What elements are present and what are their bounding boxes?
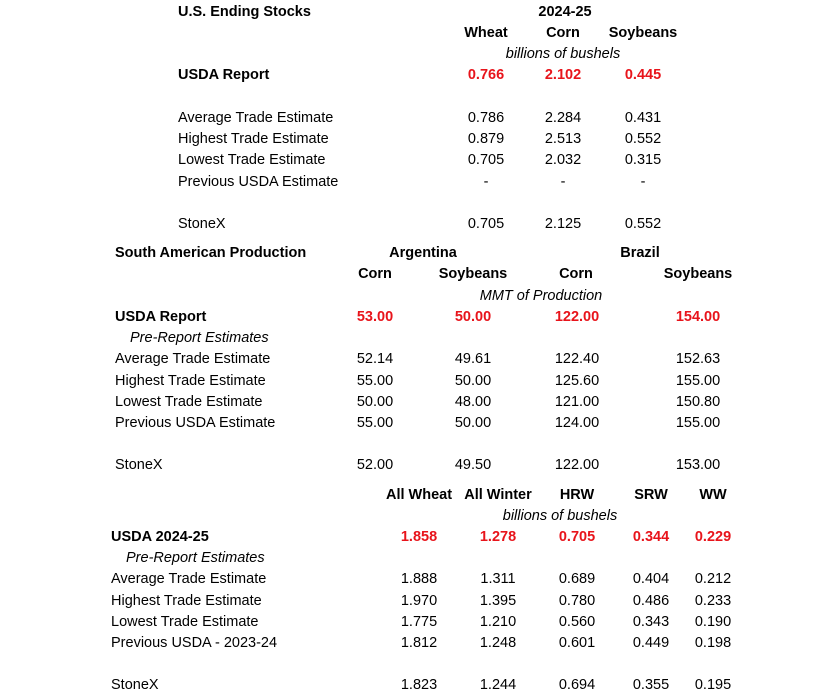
sa-cell: 152.63 [675,351,721,367]
wheat-stonex-value: 0.355 [632,677,670,693]
stocks-stonex-corn: 2.125 [544,216,582,232]
sa-cell: 50.00 [454,373,492,389]
wheat-stonex-value: 0.195 [694,677,732,693]
wheat-col-ww: WW [699,487,727,503]
sa-group-argentina: Argentina [389,245,457,261]
stocks-cell: 0.705 [467,152,505,168]
stocks-stonex-soybeans: 0.552 [624,216,662,232]
wheat-cell: 0.486 [632,593,670,609]
wheat-usda-value: 1.858 [400,529,438,545]
wheat-cell: 1.888 [400,571,438,587]
stocks-row-label: Previous USDA Estimate [178,174,339,190]
stocks-cell: 0.431 [624,110,662,126]
stocks-cell: 0.315 [624,152,662,168]
stocks-cell: 0.786 [467,110,505,126]
wheat-cell: 0.449 [632,635,670,651]
stocks-title: U.S. Ending Stocks [178,4,311,20]
wheat-row-label: Lowest Trade Estimate [111,614,259,630]
sa-col-arg-corn: Corn [358,266,392,282]
sa-usda-value: 53.00 [356,309,394,325]
stocks-usda-label: USDA Report [178,67,270,83]
sa-cell: 125.60 [554,373,600,389]
wheat-stonex-label: StoneX [111,677,159,693]
wheat-cell: 1.248 [479,635,517,651]
stocks-cell: - [640,174,646,190]
stocks-cell: 2.513 [544,131,582,147]
wheat-cell: 0.198 [694,635,732,651]
wheat-col-hrw: HRW [559,487,595,503]
wheat-cell: 1.395 [479,593,517,609]
wheat-row-label: Previous USDA - 2023-24 [111,635,278,651]
wheat-cell: 1.311 [480,571,516,587]
sa-stonex-value: 49.50 [454,457,492,473]
wheat-units: billions of bushels [502,508,618,524]
sa-pre-report-label: Pre-Report Estimates [130,330,269,346]
wheat-cell: 0.560 [558,614,596,630]
sa-stonex-value: 52.00 [356,457,394,473]
wheat-stonex-value: 1.244 [479,677,517,693]
sa-cell: 122.40 [554,351,600,367]
sa-cell: 52.14 [356,351,394,367]
stocks-cell: 0.552 [624,131,662,147]
wheat-pre-report-label: Pre-Report Estimates [126,550,265,566]
stocks-usda-corn: 2.102 [544,67,582,83]
sa-group-brazil: Brazil [620,245,660,261]
wheat-usda-value: 1.278 [479,529,517,545]
sa-usda-value: 50.00 [454,309,492,325]
wheat-col-all-winter: All Winter [464,487,532,503]
sa-cell: 55.00 [356,373,394,389]
stocks-row-label: Highest Trade Estimate [178,131,329,147]
stocks-cell: 0.879 [467,131,505,147]
wheat-cell: 1.775 [400,614,438,630]
stocks-cell: 2.032 [544,152,582,168]
stocks-row-label: Lowest Trade Estimate [178,152,326,168]
sa-cell: 50.00 [356,394,394,410]
wheat-cell: 0.343 [632,614,670,630]
wheat-cell: 0.212 [694,571,732,587]
sa-stonex-label: StoneX [115,457,163,473]
wheat-col-srw: SRW [634,487,668,503]
wheat-cell: 1.970 [400,593,438,609]
sa-row-label: Previous USDA Estimate [115,415,276,431]
wheat-stonex-value: 0.694 [558,677,596,693]
stocks-units: billions of bushels [505,46,621,62]
sa-row-label: Lowest Trade Estimate [115,394,263,410]
wheat-cell: 0.233 [694,593,732,609]
stocks-usda-wheat: 0.766 [467,67,505,83]
sa-cell: 124.00 [554,415,600,431]
stocks-stonex-label: StoneX [178,216,226,232]
stocks-cell: - [483,174,489,190]
sa-cell: 48.00 [454,394,492,410]
wheat-stonex-value: 1.823 [400,677,438,693]
sa-units: MMT of Production [479,288,603,304]
stocks-year: 2024-25 [538,4,592,20]
sa-cell: 150.80 [675,394,721,410]
stocks-usda-soybeans: 0.445 [624,67,662,83]
sa-col-arg-soybeans: Soybeans [438,266,508,282]
wheat-row-label: Highest Trade Estimate [111,593,262,609]
sa-row-label: Average Trade Estimate [115,351,271,367]
wheat-usda-value: 0.229 [694,529,732,545]
wheat-cell: 0.190 [694,614,732,630]
wheat-cell: 1.210 [479,614,517,630]
sa-cell: 55.00 [356,415,394,431]
sa-col-bra-corn: Corn [559,266,593,282]
stocks-cell: 2.284 [544,110,582,126]
sa-col-bra-soybeans: Soybeans [663,266,733,282]
wheat-usda-label: USDA 2024-25 [111,529,209,545]
stocks-stonex-wheat: 0.705 [467,216,505,232]
sa-cell: 50.00 [454,415,492,431]
sa-title: South American Production [115,245,307,261]
wheat-cell: 0.404 [632,571,670,587]
wheat-cell: 1.812 [400,635,438,651]
wheat-usda-value: 0.344 [632,529,670,545]
wheat-usda-value: 0.705 [558,529,596,545]
wheat-cell: 0.780 [558,593,596,609]
sa-usda-label: USDA Report [115,309,207,325]
sa-cell: 121.00 [554,394,600,410]
stocks-col-corn: Corn [546,25,580,41]
stocks-cell: - [560,174,566,190]
sa-row-label: Highest Trade Estimate [115,373,266,389]
sa-cell: 155.00 [675,373,721,389]
sa-cell: 49.61 [454,351,492,367]
stocks-row-label: Average Trade Estimate [178,110,334,126]
wheat-col-all-wheat: All Wheat [385,487,453,503]
sa-stonex-value: 122.00 [554,457,600,473]
sa-cell: 155.00 [675,415,721,431]
sa-usda-value: 154.00 [675,309,721,325]
wheat-cell: 0.601 [558,635,596,651]
sa-stonex-value: 153.00 [675,457,721,473]
wheat-row-label: Average Trade Estimate [111,571,267,587]
stocks-col-wheat: Wheat [464,25,508,41]
stocks-col-soybeans: Soybeans [608,25,678,41]
sa-usda-value: 122.00 [554,309,600,325]
wheat-cell: 0.689 [558,571,596,587]
